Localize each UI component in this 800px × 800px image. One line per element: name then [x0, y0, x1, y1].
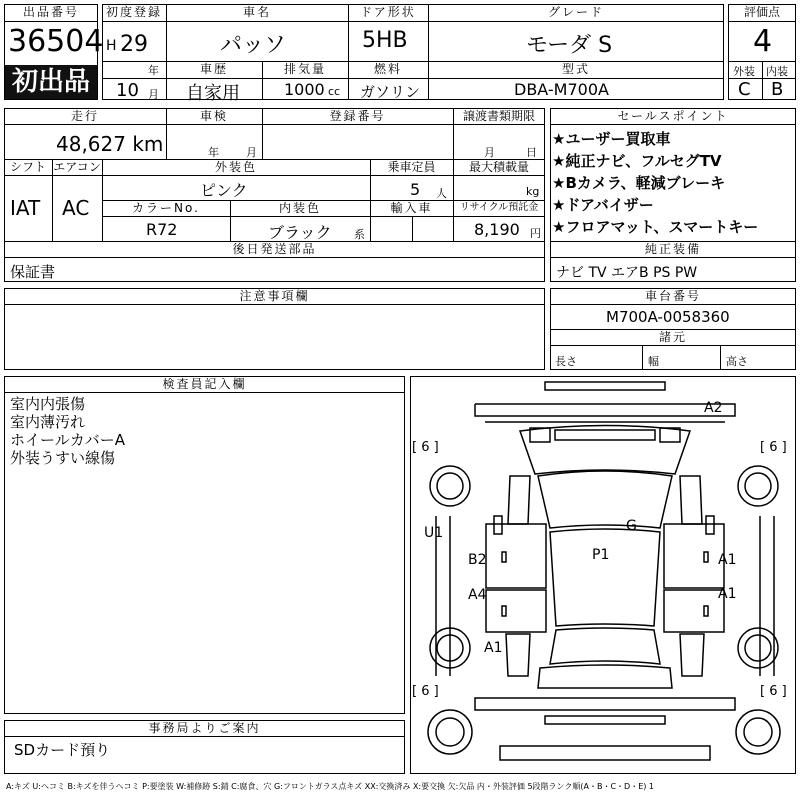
- fuel-value: ガソリン: [360, 83, 421, 101]
- rear-right-wheel: [738, 628, 778, 668]
- front-bumper: [545, 382, 665, 390]
- damage-mark-a1-right-front: A1: [718, 552, 737, 568]
- int-color-suffix: 系: [354, 228, 365, 241]
- color-no-label: カラーNo.: [132, 201, 200, 215]
- first-reg-year: 29: [120, 32, 148, 57]
- recycle-label: リサイクル預託金: [459, 202, 539, 213]
- hatch: [538, 665, 672, 688]
- mileage-label: 走行: [70, 109, 99, 123]
- tire-tread-rear-right: [ 6 ]: [760, 684, 787, 699]
- damage-mark-u1: U1: [424, 525, 444, 541]
- model-value: DBA-M700A: [514, 80, 609, 99]
- first-listing-badge: 初出品: [5, 65, 97, 99]
- recycle-value: 8,190: [474, 220, 520, 239]
- first-reg-label: 初度登録: [105, 5, 162, 19]
- specs-label: 諸元: [658, 330, 687, 344]
- shift-label: シフト: [9, 160, 46, 174]
- sales-point-3: ★Bカメラ、軽減ブレーキ: [552, 174, 726, 192]
- first-reg-era: H: [106, 38, 117, 54]
- recycle-unit: 円: [530, 227, 541, 240]
- tire-tread-front-left: [ 6 ]: [412, 440, 439, 455]
- shift-value: IAT: [10, 196, 41, 220]
- inspector-item-3: ホイールカバーA: [10, 431, 125, 449]
- score-value: 4: [753, 24, 773, 59]
- ext-color-value: ピンク: [200, 181, 248, 200]
- inspector-label: 検査員記入欄: [162, 377, 247, 391]
- first-reg-month: 10: [116, 80, 139, 101]
- spare-left-wheel: [428, 710, 472, 754]
- damage-mark-a1-right-rear: A1: [718, 586, 737, 602]
- sales-point-2: ★純正ナビ、フルセグTV: [552, 152, 722, 170]
- interior-label: 内装: [766, 65, 788, 78]
- int-color-value: ブラック: [268, 223, 332, 242]
- sales-points-label: セールスポイント: [617, 109, 729, 123]
- roof: [550, 529, 660, 626]
- lot-label: 出品番号: [22, 5, 79, 19]
- notes-label: 注意事項欄: [239, 289, 310, 303]
- spare-right-wheel: [736, 710, 780, 754]
- front-panel: [475, 404, 735, 416]
- right-rear-door: [664, 590, 724, 632]
- later-parts-value: 保証書: [10, 263, 56, 281]
- fuel-label: 燃料: [373, 62, 402, 76]
- sales-point-1: ★ユーザー買取車: [552, 130, 671, 148]
- front-left-wheel: [430, 466, 470, 506]
- transfer-day-unit: 日: [526, 146, 537, 159]
- interior-score: B: [771, 79, 784, 100]
- inspection-label: 車検: [199, 109, 228, 123]
- inspector-item-1: 室内内張傷: [10, 395, 86, 413]
- door-value: 5HB: [362, 28, 408, 53]
- sales-point-5: ★フロアマット、スマートキー: [552, 218, 759, 236]
- import-label: 輸入車: [390, 201, 433, 215]
- damage-mark-b2: B2: [468, 552, 487, 568]
- first-reg-month-unit: 月: [148, 88, 159, 101]
- displacement-label: 排気量: [283, 62, 326, 76]
- later-parts-label: 後日発送部品: [232, 242, 317, 256]
- exterior-score: C: [738, 79, 751, 100]
- sales-point-4: ★ドアバイザー: [552, 196, 654, 214]
- left-rear-door: [486, 590, 546, 632]
- history-label: 車歴: [199, 62, 228, 76]
- car-name-value: パッソ: [220, 33, 287, 58]
- car-name-label: 車名: [242, 5, 271, 19]
- right-front-fender: [680, 476, 702, 524]
- tire-tread-front-right: [ 6 ]: [760, 440, 787, 455]
- color-no-value: R72: [146, 220, 178, 239]
- front-right-wheel: [738, 466, 778, 506]
- exterior-label: 外装: [733, 65, 755, 78]
- transfer-label: 譲渡書類期限: [462, 109, 535, 123]
- ac-label: エアコン: [53, 160, 101, 174]
- rear-window: [550, 628, 660, 664]
- spec-height-label: 高さ: [726, 355, 748, 368]
- grade-value: モーダ S: [526, 33, 613, 58]
- damage-mark-a2: A2: [704, 400, 723, 416]
- inspection-year-unit: 年: [208, 146, 219, 159]
- damage-mark-a4: A4: [468, 587, 487, 603]
- left-front-fender: [508, 476, 530, 524]
- lot-number: 36504: [8, 24, 104, 59]
- inspector-item-2: 室内薄汚れ: [10, 413, 86, 431]
- hood: [520, 426, 690, 475]
- right-front-door: [664, 524, 724, 588]
- equipment-value: ナビ TV エアB PS PW: [556, 265, 698, 281]
- damage-mark-g: G: [626, 518, 637, 534]
- load-unit: kg: [526, 185, 540, 198]
- chassis-value: M700A-0058360: [606, 308, 730, 326]
- capacity-value: 5: [410, 180, 421, 199]
- displacement-unit: cc: [328, 85, 341, 98]
- ac-value: AC: [62, 196, 90, 220]
- model-label: 型式: [561, 62, 590, 76]
- equipment-label: 純正装備: [644, 242, 701, 256]
- car-diagram: [410, 376, 796, 774]
- office-value: SDカード預り: [14, 741, 111, 759]
- rear-bumper: [545, 716, 665, 724]
- spec-width-label: 幅: [648, 355, 659, 368]
- score-label: 評価点: [743, 5, 780, 19]
- tire-tread-rear-left: [ 6 ]: [412, 684, 439, 699]
- displacement-value: 1000: [284, 80, 325, 99]
- grade-label: グレード: [547, 5, 604, 19]
- windshield: [538, 471, 672, 528]
- sales-points-list: [552, 128, 758, 238]
- chassis-label: 車台番号: [644, 289, 701, 303]
- door-label: ドア形状: [360, 5, 416, 19]
- inspection-month-unit: 月: [246, 146, 257, 159]
- spec-length-label: 長さ: [555, 355, 577, 368]
- inspector-list: [10, 395, 125, 467]
- capacity-unit: 人: [436, 187, 447, 200]
- ext-color-label: 外装色: [214, 160, 257, 174]
- capacity-label: 乗車定員: [387, 160, 436, 174]
- office-label: 事務局よりご案内: [148, 721, 261, 735]
- rear-panel: [475, 698, 735, 710]
- damage-legend: A:キズ U:ヘコミ B:キズを伴うヘコミ P:要塗装 W:補修跡 S:錆 C:腐食、穴 G:フロントガラス点キズ XX:交換済み X:要交換 欠:欠品 内・外装評価 5段階ランク順(A・B・C・D・E) 1: [6, 782, 655, 791]
- mileage-value: 48,627 km: [56, 132, 164, 156]
- transfer-month-unit: 月: [484, 146, 495, 159]
- damage-mark-p1: P1: [592, 547, 610, 563]
- load-label: 最大積載量: [468, 160, 529, 174]
- first-reg-year-unit: 年: [148, 64, 159, 77]
- damage-mark-a1-left: A1: [484, 640, 503, 656]
- history-value: 自家用: [186, 83, 240, 104]
- reg-no-label: 登録番号: [329, 109, 386, 123]
- inspector-item-4: 外装うすい線傷: [10, 449, 116, 467]
- int-color-label: 内装色: [278, 201, 321, 215]
